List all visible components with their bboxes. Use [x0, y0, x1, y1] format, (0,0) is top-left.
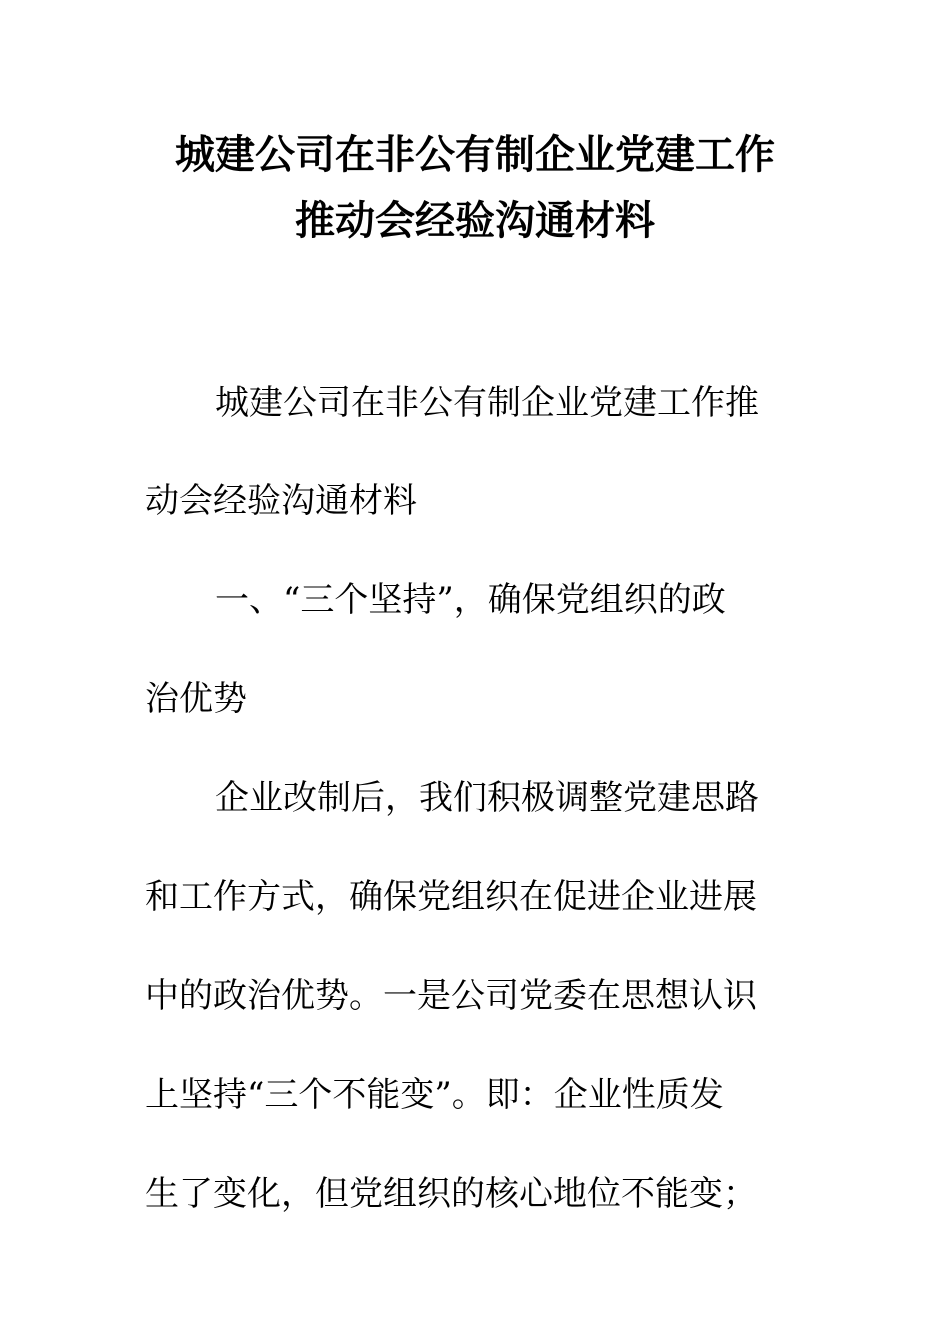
title-line-2: 推动会经验沟通材料	[295, 197, 655, 244]
document-title	[145, 122, 805, 254]
paragraph-line: 城建公司在非公有制企业党建工作推	[215, 383, 759, 423]
title-line-1: 城建公司在非公有制企业党建工作	[175, 131, 775, 178]
paragraph-line: 动会经验沟通材料	[145, 481, 417, 521]
paragraph-line: 中的政治优势。一是公司党委在思想认识	[145, 976, 757, 1016]
paragraph-line: 和工作方式，确保党组织在促进企业进展	[145, 877, 757, 917]
section-heading-line: 一、“三个坚持”，确保党组织的政	[215, 580, 726, 620]
paragraph-line: 企业改制后，我们积极调整党建思路	[215, 778, 759, 818]
section-heading-line: 治优势	[145, 679, 247, 719]
paragraph-line: 生了变化，但党组织的核心地位不能变；	[145, 1174, 757, 1214]
paragraph-line: 上坚持“三个不能变”。即：企业性质发	[145, 1075, 724, 1115]
